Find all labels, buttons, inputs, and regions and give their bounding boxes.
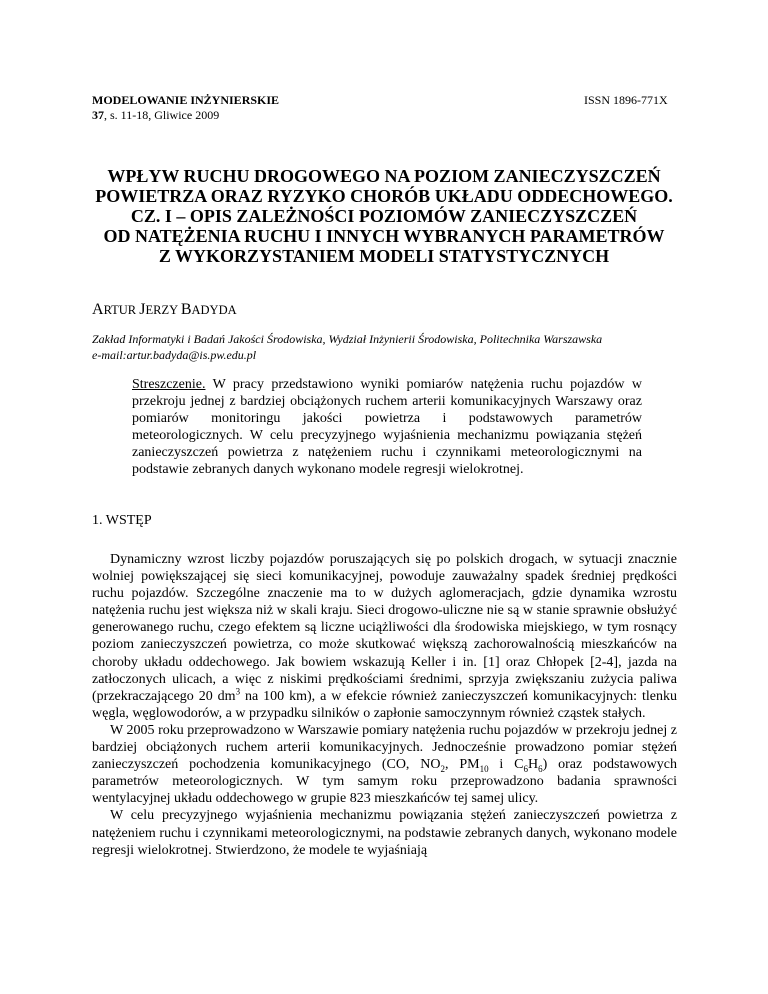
paragraph <box>92 551 677 722</box>
superscript: 3 <box>235 686 241 697</box>
paragraph-text: , PM <box>444 757 480 773</box>
author-smallcaps: ADYDA <box>191 303 237 317</box>
paragraph-text: i C <box>488 757 524 773</box>
author-name <box>92 301 237 319</box>
paragraph-text: na 100 km), a w efekcie również zanieczyszczeń komunikacyjnych: tlenku węgla, węglowodorów, a w przypadku silników o zapłonie samoczynnym również cząstek stałych. <box>92 688 677 721</box>
journal-name: MODELOWANIE INŻYNIERSKIE <box>92 93 280 107</box>
author-smallcaps: ERZY <box>145 303 181 317</box>
subscript: 6 <box>523 763 528 774</box>
journal-header <box>92 93 279 123</box>
subscript: 10 <box>479 763 489 774</box>
body-text <box>92 551 677 859</box>
paragraph-text: Dynamiczny wzrost liczby pojazdów poruszających się po polskich drogach, w sytuacji znacznie wolniej powiększającej się sieci komunikacyjnej, powoduje zauważalny spadek średniej prędkości ruchu pojazdów. Szczególne znaczenie ma to w dużych aglomeracjach, gdzie dynamika wzrostu natężenia ruchu jest większa niż w skali kraju. Sieci drogowo-uliczne nie są w stanie sprawnie obsłużyć generowanego ruchu, czego efektem są liczne uciążliwości dla środowiska miejskiego, w tym rosnący poziom zanieczyszczeń powietrza, co może skutkować większą zachorowalnością mieszkańców na choroby układu oddechowego. Jak bowiem wskazują Keller i in. [1] oraz Chłopek [2-4], jazda na zatłoczonych ulicach, a więc z niskimi prędkościami średnimi, sprzyja zwiększaniu zużycia paliwa (przekraczającego 20 dm <box>92 552 677 704</box>
volume-number: 37 <box>92 108 104 122</box>
affiliation <box>92 331 602 363</box>
title-line: Z WYKORZYSTANIEM MODELI STATYSTYCZNYCH <box>158 246 610 266</box>
author-initial: B <box>180 301 192 318</box>
subscript: 6 <box>538 763 543 774</box>
title-line: OD NATĘŻENIA RUCHU I INNYCH WYBRANYCH PARAMETRÓW <box>103 226 665 246</box>
section-heading: 1. WSTĘP <box>92 513 152 528</box>
journal-volume-line <box>92 108 279 123</box>
author-initial: J <box>139 301 146 318</box>
title-line: WPŁYW RUCHU DROGOWEGO NA POZIOM ZANIECZYSZCZEŃ <box>107 166 661 186</box>
paragraph-text: W 2005 roku przeprowadzono w Warszawie pomiary natężenia ruchu pojazdów w przekroju jednej z bardziej obciążonych ruchem arterii komunikacyjnych. Jednocześnie prowadzono pomiar stężeń zanieczyszczeń pochodzenia komunikacyjnego (CO, NO <box>92 722 677 773</box>
paper-title <box>60 166 708 266</box>
affiliation-email: e-mail:artur.badyda@is.pw.edu.pl <box>92 348 257 362</box>
author-initial: A <box>92 301 104 318</box>
subscript: 2 <box>440 763 445 774</box>
author-smallcaps: RTUR <box>103 303 140 317</box>
title-line: CZ. I – OPIS ZALEŻNOŚCI POZIOMÓW ZANIECZYSZCZEŃ <box>130 206 638 226</box>
paragraph-text: ) oraz podstawowych parametrów meteorologicznych. W tym samym roku przeprowadzono badania sprawności wentylacyjnej układu oddechowego w grupie 823 mieszkańców tej samej ulicy. <box>92 757 677 807</box>
abstract-label: Streszczenie. <box>132 377 206 392</box>
abstract-text: W pracy przedstawiono wyniki pomiarów natężenia ruchu pojazdów w przekroju jednej z bardziej obciążonych ruchem arterii komunikacyjnych Warszawy oraz pomiarów monitoringu jakości powietrza i podstawowych parametrów meteorologicznych. W celu precyzyjnego wyjaśnienia mechanizmu powiązania stężeń zanieczyszczeń powietrza z natężeniem ruchu i czynnikami meteorologicznymi na podstawie zebranych danych wykonano modele regresji wielokrotnej. <box>132 377 642 477</box>
paragraph: W celu precyzyjnego wyjaśnienia mechanizmu powiązania stężeń zanieczyszczeń powietrza z natężeniem ruchu i czynnikami meteorologicznymi, na podstawie zebranych danych, wykonano modele regresji wielokrotnej. Stwierdzono, że modele te wyjaśniają <box>92 808 677 858</box>
affiliation-institution: Zakład Informatyki i Badań Jakości Środowiska, Wydział Inżynierii Środowiska, Politechnika Warszawska <box>92 332 603 346</box>
pages-and-place: , s. 11-18, Gliwice 2009 <box>104 108 220 122</box>
issn: ISSN 1896-771X <box>584 93 668 107</box>
abstract <box>132 376 642 478</box>
title-line: POWIETRZA ORAZ RYZYKO CHORÓB UKŁADU ODDECHOWEGO. <box>95 186 673 206</box>
paragraph-text: H <box>527 757 539 773</box>
paragraph <box>92 722 677 807</box>
